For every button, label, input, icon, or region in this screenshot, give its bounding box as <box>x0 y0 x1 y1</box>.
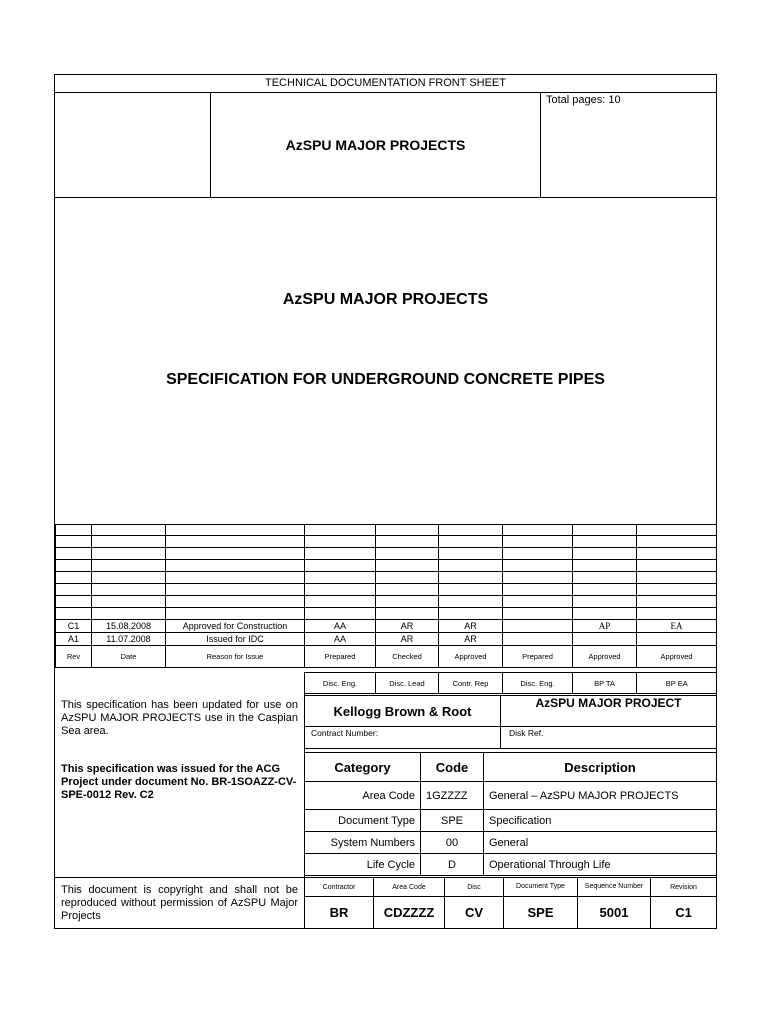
label-document-type: Document Type <box>504 878 578 897</box>
description-header: Description <box>484 753 717 782</box>
label-contractor: Contractor <box>305 878 374 897</box>
subheader-disc-lead: Disc. Lead <box>376 673 439 694</box>
total-pages: Total pages: 10 <box>546 94 621 106</box>
label-disc: Disc <box>445 878 504 897</box>
category-header: Category <box>305 753 421 782</box>
document-number <box>304 877 717 929</box>
sheet-title: TECHNICAL DOCUMENTATION FRONT SHEET <box>265 77 506 89</box>
subheader-contr-rep: Contr. Rep <box>439 673 503 694</box>
value-revision: C1 <box>651 897 717 929</box>
project-title: AzSPU MAJOR PROJECTS <box>282 291 489 308</box>
code-row: Area Code 1GZZZZ General – AzSPU MAJOR PROJECTS <box>305 782 717 810</box>
copyright-note: This document is copyright and shall not be reproduced without permission of AzSPU Major Projects <box>61 884 298 922</box>
document-title: SPECIFICATION FOR UNDERGROUND CONCRETE PIPES <box>166 371 605 388</box>
subheader-bp-ea: BP EA <box>637 673 717 694</box>
value-sequence-number: 5001 <box>578 897 651 929</box>
value-contractor: BR <box>305 897 374 929</box>
value-document-type: SPE <box>504 897 578 929</box>
update-note: This specification has been updated for use on AzSPU MAJOR PROJECTS use in the Caspian Sea area. <box>61 699 298 737</box>
front-sheet <box>54 74 717 929</box>
header-project-name: AzSPU MAJOR PROJECTS <box>285 137 466 153</box>
subheader-bp-ta: BP TA <box>573 673 637 694</box>
code-row: Life Cycle D Operational Through Life <box>305 854 717 876</box>
code-header: Code <box>421 753 484 782</box>
revision-row: C1 15.08.2008 Approved for Construction AA AR AR AP EA <box>56 620 717 633</box>
revision-table <box>55 524 716 673</box>
disk-ref-label: Disk Ref. <box>509 728 544 738</box>
contractor-project: AzSPU MAJOR PROJECT <box>535 696 682 710</box>
code-row: Document Type SPE Specification <box>305 810 717 832</box>
label-revision: Revision <box>651 878 717 897</box>
code-table <box>304 752 717 876</box>
subheader-disc-eng-bp: Disc. Eng. <box>503 673 573 694</box>
revision-header-row: Rev Date Reason for Issue Prepared Checked Approved Prepared Approved Approved <box>56 646 717 668</box>
contractor-name: Kellogg Brown & Root <box>333 704 472 719</box>
value-disc: CV <box>445 897 504 929</box>
subheader-disc-eng: Disc. Eng. <box>305 673 376 694</box>
label-sequence-number: Sequence Number <box>578 878 651 897</box>
contract-number-label: Contract Number: <box>311 728 379 738</box>
issue-note: This specification was issued for the ACG Project under document No. BR-1SOAZZ-CV-SPE-0012 Rev. C2 <box>61 763 297 801</box>
label-area-code: Area Code <box>374 878 445 897</box>
code-row: System Numbers 00 General <box>305 832 717 854</box>
value-area-code: CDZZZZ <box>374 897 445 929</box>
revision-row: A1 11.07.2008 Issued for IDC AA AR AR <box>56 633 717 646</box>
